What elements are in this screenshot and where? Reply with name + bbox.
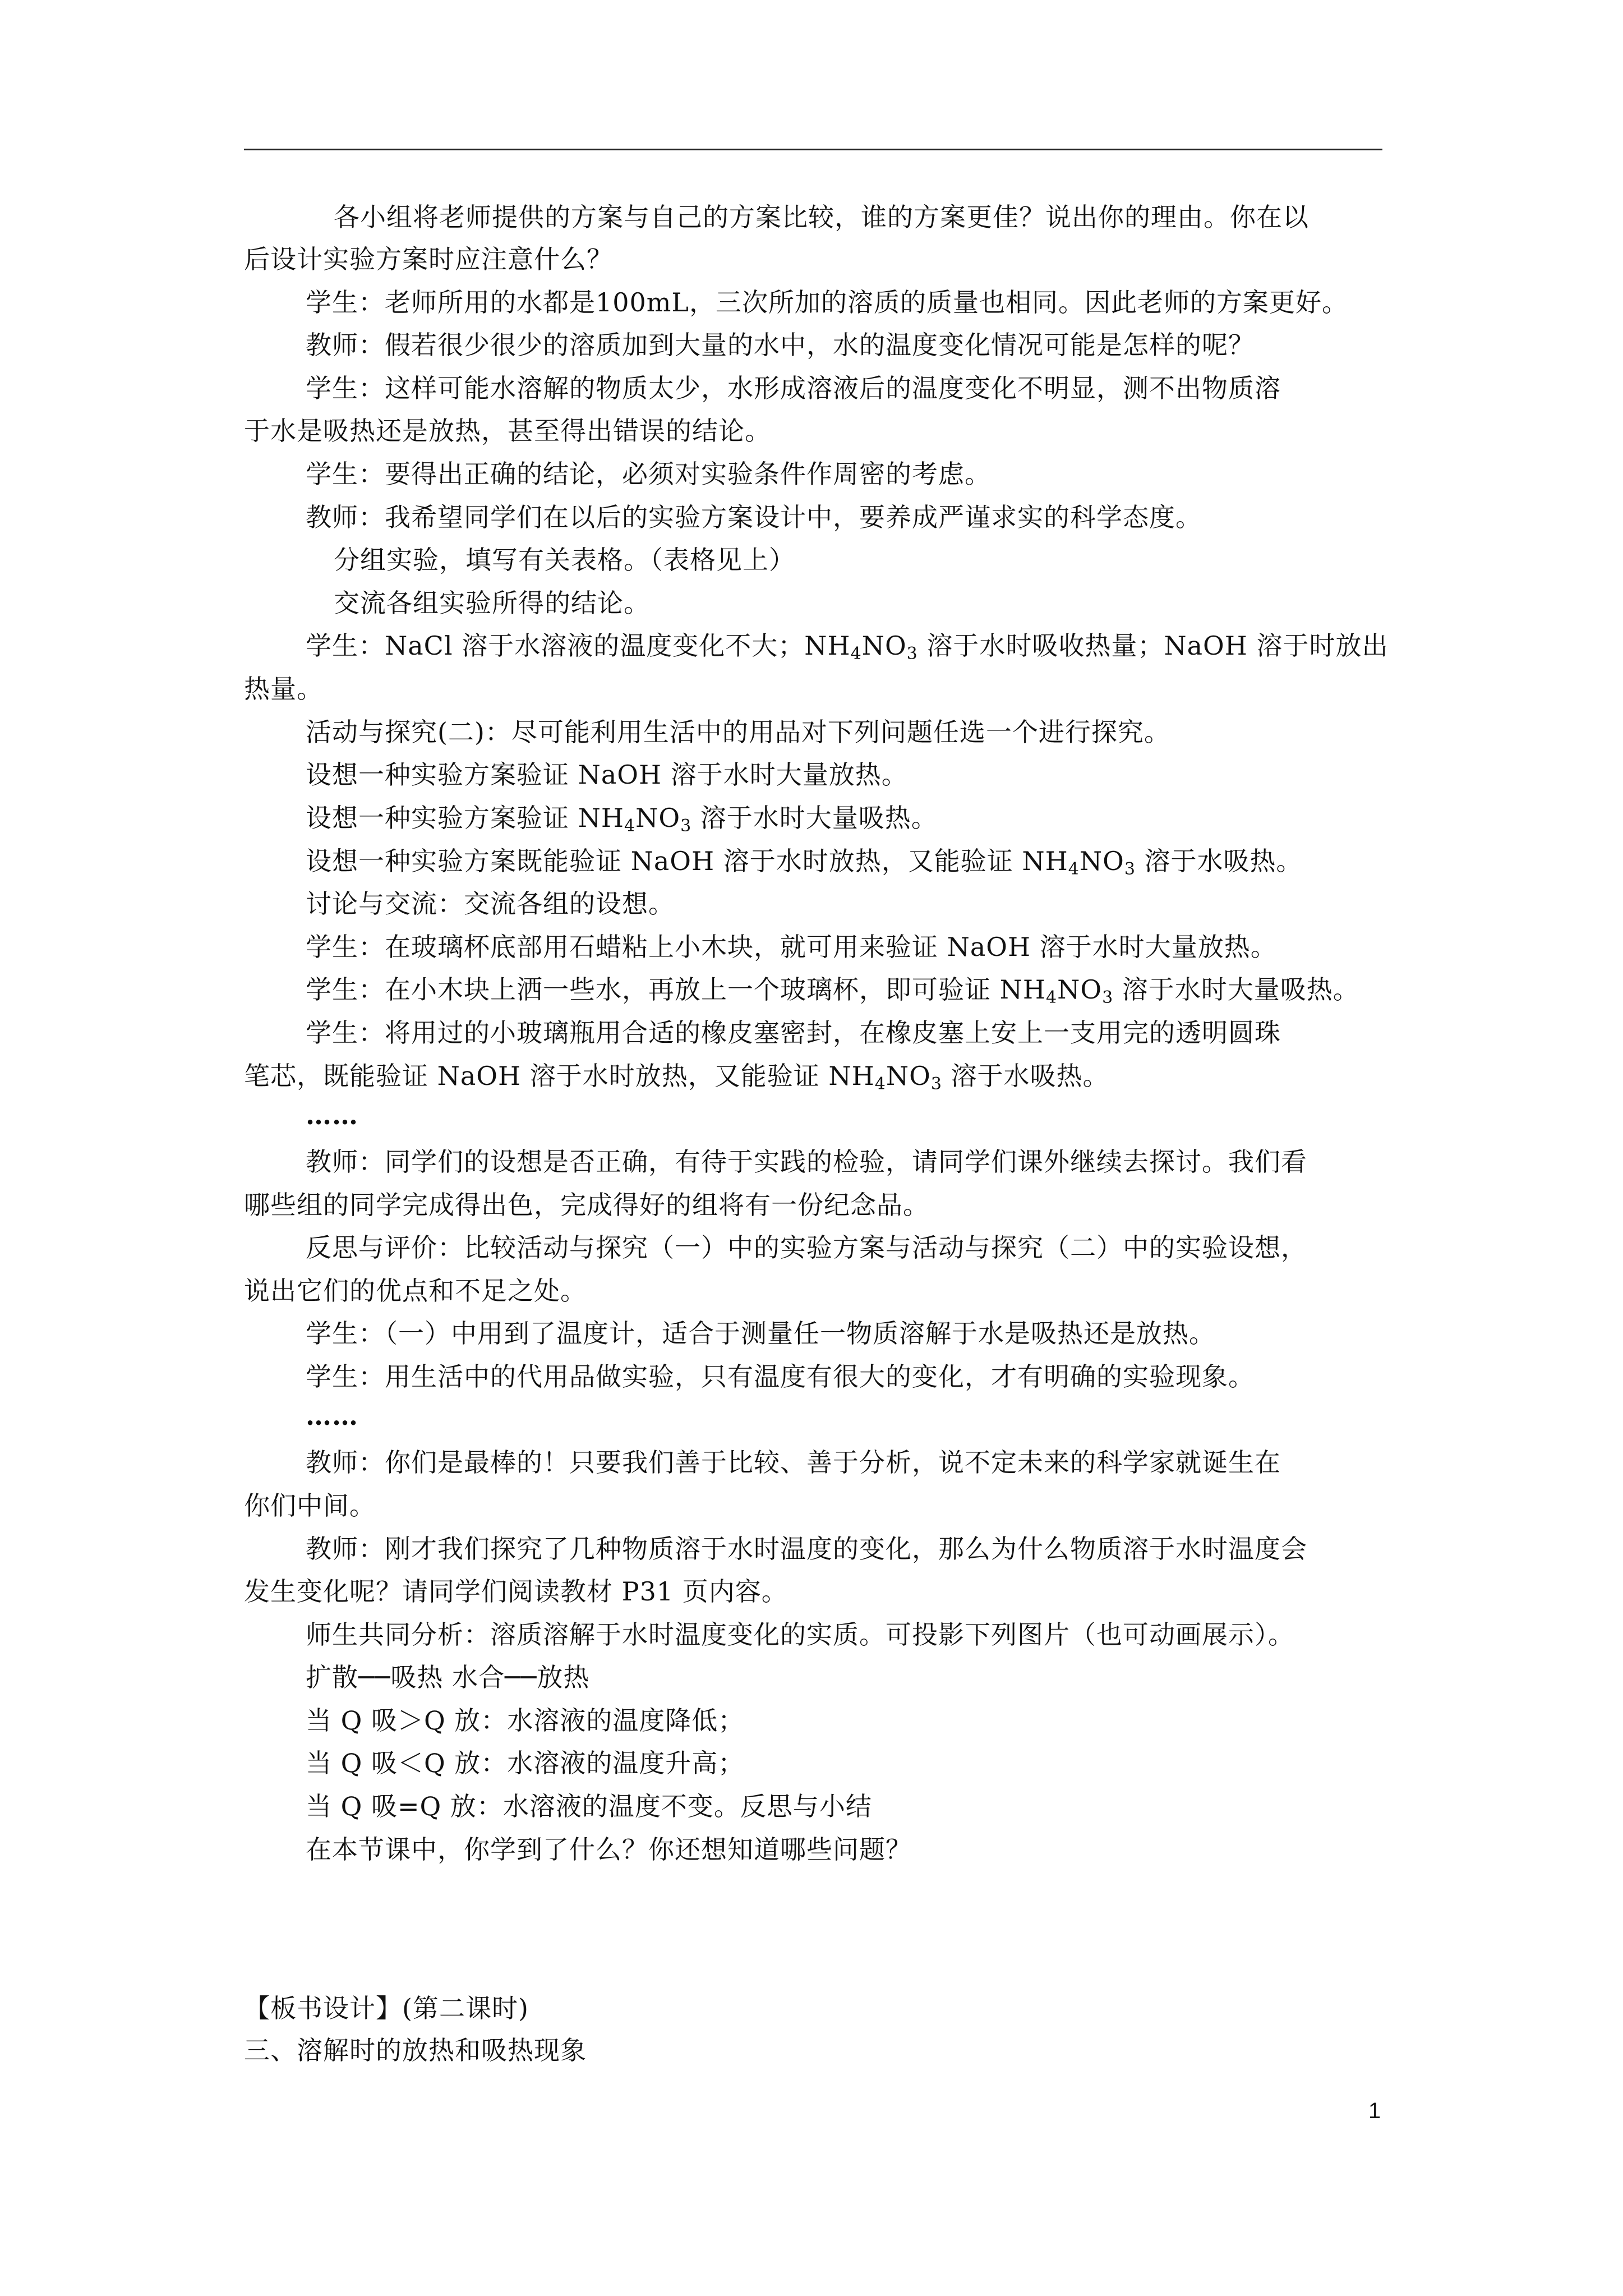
paragraph-line: 活动与探究(二)：尽可能利用生活中的用品对下列问题任选一个进行探究。 xyxy=(306,717,1170,747)
paragraph-line: 后设计实验方案时应注意什么？ xyxy=(244,244,613,274)
paragraph-line: 于水是吸热还是放热，甚至得出错误的结论。 xyxy=(244,416,771,446)
paragraph-line: 笔芯，既能验证 NaOH 溶于水时放热，又能验证 $NH_4NO_3$ 溶于水吸热。 xyxy=(244,1061,1109,1094)
paragraph-line: 设想一种实验方案验证 $NH_4NO_3$ 溶于水时大量吸热。 xyxy=(306,803,938,836)
paragraph-line: 你们中间。 xyxy=(244,1490,376,1521)
ellipsis: …… xyxy=(306,1401,358,1431)
paragraph-line: 学生：这样可能水溶解的物质太少，水形成溶液后的温度变化不明显，测不出物质溶 xyxy=(306,373,1281,403)
ellipsis: …… xyxy=(306,1100,358,1130)
paragraph-line: 教师：刚才我们探究了几种物质溶于水时温度的变化，那么为什么物质溶于水时温度会 xyxy=(306,1534,1307,1564)
paragraph-line: 在本节课中，你学到了什么？你还想知道哪些问题？ xyxy=(306,1834,912,1865)
page-number: 1 xyxy=(1368,2099,1381,2123)
paragraph-line: 扩散──吸热 水合──放热 xyxy=(306,1662,590,1692)
paragraph-line: 教师：假若很少很少的溶质加到大量的水中，水的温度变化情况可能是怎样的呢？ xyxy=(306,330,1255,360)
paragraph-line: 学生：要得出正确的结论，必须对实验条件作周密的考虑。 xyxy=(306,459,991,489)
paragraph-line: 讨论与交流：交流各组的设想。 xyxy=(306,889,675,919)
section-heading: 【板书设计】(第二课时) xyxy=(244,1993,529,2023)
paragraph-line: 学生：（一）中用到了温度计，适合于测量任一物质溶解于水是吸热还是放热。 xyxy=(306,1318,1215,1349)
paragraph-line: 热量。 xyxy=(244,674,323,704)
paragraph-line: 说出它们的优点和不足之处。 xyxy=(244,1276,587,1306)
header-rule xyxy=(244,149,1382,150)
paragraph-line: 学生：老师所用的水都是100mL，三次所加的溶质的质量也相同。因此老师的方案更好。 xyxy=(306,287,1348,318)
paragraph-line: 学生：在小木块上洒一些水，再放上一个玻璃杯，即可验证 $NH_4NO_3$ 溶于水时大量吸热。 xyxy=(306,974,1359,1007)
paragraph-line: 各小组将老师提供的方案与自己的方案比较，谁的方案更佳？说出你的理由。你在以 xyxy=(334,202,1309,232)
paragraph-line: 学生：将用过的小玻璃瓶用合适的橡皮塞密封，在橡皮塞上安上一支用完的透明圆珠 xyxy=(306,1018,1281,1048)
paragraph-line: 三、溶解时的放热和吸热现象 xyxy=(244,2035,587,2065)
paragraph-line: 设想一种实验方案验证 NaOH 溶于水时大量放热。 xyxy=(306,760,908,790)
paragraph-line: 当 Q 吸＜Q 放：水溶液的温度升高； xyxy=(306,1748,745,1778)
paragraph-line: 教师：你们是最棒的！只要我们善于比较、善于分析，说不定未来的科学家就诞生在 xyxy=(306,1447,1281,1478)
paragraph-line: 教师：我希望同学们在以后的实验方案设计中，要养成严谨求实的科学态度。 xyxy=(306,502,1202,532)
paragraph-line: 师生共同分析：溶质溶解于水时温度变化的实质。可投影下列图片（也可动画展示）。 xyxy=(306,1619,1294,1650)
paragraph-line: 哪些组的同学完成得出色，完成得好的组将有一份纪念品。 xyxy=(244,1190,929,1220)
paragraph-line: 当 Q 吸=Q 放：水溶液的温度不变。反思与小结 xyxy=(306,1791,872,1821)
paragraph-line: 当 Q 吸＞Q 放：水溶液的温度降低； xyxy=(306,1705,745,1736)
paragraph-line: 发生变化呢？请同学们阅读教材 P31 页内容。 xyxy=(244,1576,788,1607)
paragraph-line: 交流各组实验所得的结论。 xyxy=(334,588,650,618)
paragraph-line: 反思与评价：比较活动与探究（一）中的实验方案与活动与探究（二）中的实验设想， xyxy=(306,1232,1307,1263)
paragraph-line: 学生：用生活中的代用品做实验，只有温度有很大的变化，才有明确的实验现象。 xyxy=(306,1361,1255,1392)
paragraph-line: 学生：NaCl 溶于水溶液的温度变化不大；$NH_4NO_3$ 溶于水时吸收热量；NaOH 溶于时放出 xyxy=(306,631,1389,664)
paragraph-line: 设想一种实验方案既能验证 NaOH 溶于水时放热，又能验证 $NH_4NO_3$ 溶于水吸热。 xyxy=(306,846,1303,879)
paragraph-line: 分组实验，填写有关表格。（表格见上） xyxy=(334,545,795,575)
paragraph-line: 学生：在玻璃杯底部用石蜡粘上小木块，就可用来验证 NaOH 溶于水时大量放热。 xyxy=(306,932,1277,962)
paragraph-line: 教师：同学们的设想是否正确，有待于实践的检验，请同学们课外继续去探讨。我们看 xyxy=(306,1147,1307,1177)
